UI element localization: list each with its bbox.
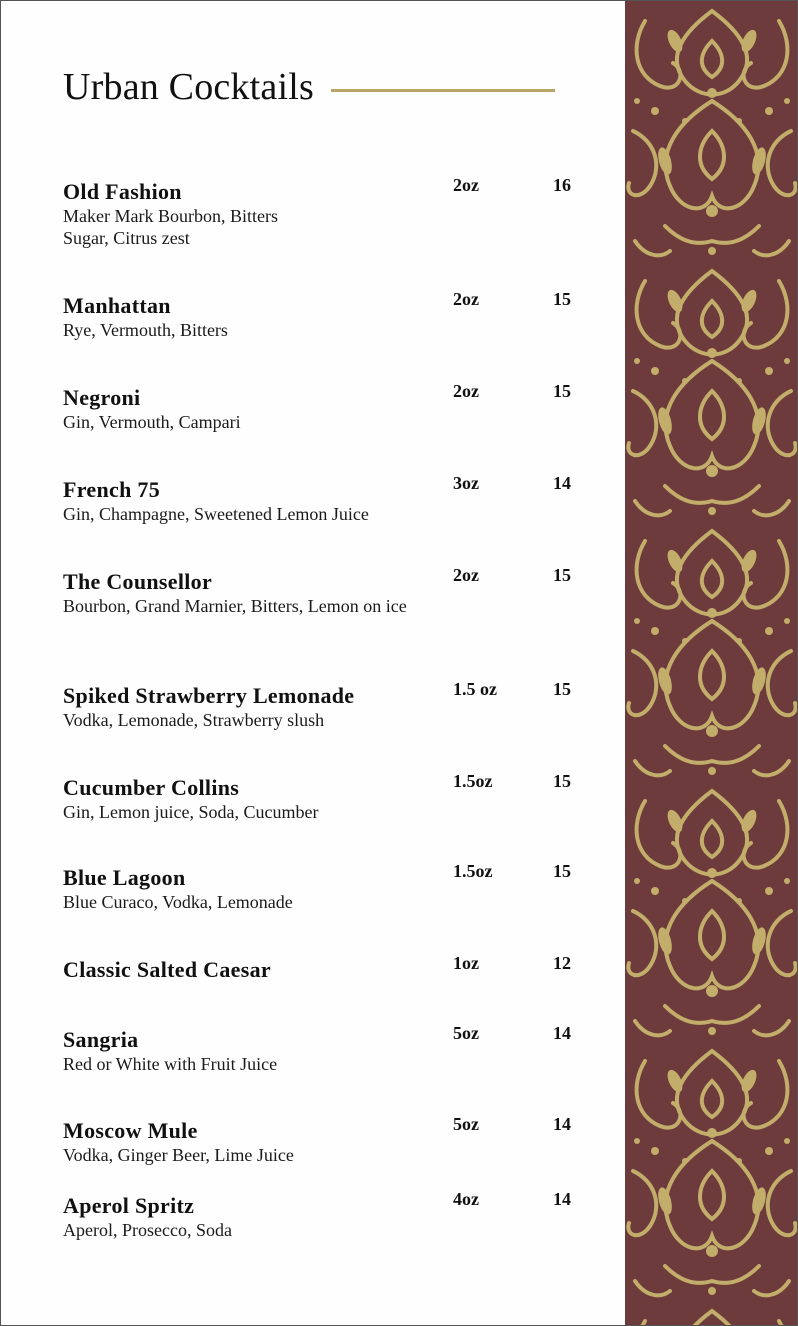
- item-name: Blue Lagoon: [63, 865, 186, 890]
- item-price: 16: [553, 175, 571, 195]
- item-size: 1.5oz: [453, 861, 493, 881]
- item-name: Manhattan: [63, 293, 171, 318]
- item-price: 12: [553, 953, 571, 973]
- item-name: Aperol Spritz: [63, 1193, 195, 1218]
- menu-item: [63, 953, 593, 983]
- menu-item: [63, 861, 593, 913]
- item-size: 2oz: [453, 289, 479, 309]
- item-size: 1.5 oz: [453, 679, 497, 699]
- item-size: 4oz: [453, 1189, 479, 1209]
- menu-title: Urban Cocktails: [63, 66, 315, 108]
- item-description: Rye, Vermouth, Bitters: [63, 320, 228, 340]
- menu-item: [63, 381, 593, 433]
- menu-content: [1, 1, 625, 1326]
- item-size: 1oz: [453, 953, 479, 973]
- item-price: 15: [553, 289, 571, 309]
- item-name: Classic Salted Caesar: [63, 957, 271, 982]
- menu-item: [63, 473, 593, 525]
- item-price: 15: [553, 771, 571, 791]
- item-name: Spiked Strawberry Lemonade: [63, 683, 355, 708]
- title-row: [63, 63, 563, 113]
- item-description: Gin, Champagne, Sweetened Lemon Juice: [63, 504, 369, 524]
- item-name: Negroni: [63, 385, 141, 410]
- item-description: Blue Curaco, Vodka, Lemonade: [63, 892, 293, 912]
- item-price: 14: [553, 1023, 571, 1043]
- title-rule: [331, 89, 555, 92]
- item-description: Bourbon, Grand Marnier, Bitters, Lemon on ice: [63, 596, 407, 616]
- item-name: Sangria: [63, 1027, 139, 1052]
- item-size: 1.5oz: [453, 771, 493, 791]
- item-name: French 75: [63, 477, 161, 502]
- item-size: 2oz: [453, 381, 479, 401]
- damask-pattern-icon: [625, 1, 798, 1326]
- item-name: Cucumber Collins: [63, 775, 240, 800]
- item-price: 15: [553, 381, 571, 401]
- item-description: Aperol, Prosecco, Soda: [63, 1220, 232, 1240]
- item-description: Vodka, Lemonade, Strawberry slush: [63, 710, 325, 730]
- item-size: 3oz: [453, 473, 479, 493]
- menu-item: [63, 679, 593, 731]
- item-price: 15: [553, 861, 571, 881]
- item-description: Vodka, Ginger Beer, Lime Juice: [63, 1145, 294, 1165]
- menu-item: [63, 565, 593, 617]
- item-size: 5oz: [453, 1114, 479, 1134]
- menu-item: [63, 1114, 593, 1166]
- item-name: The Counsellor: [63, 569, 213, 594]
- item-description: Red or White with Fruit Juice: [63, 1054, 278, 1074]
- item-price: 14: [553, 1189, 571, 1209]
- item-price: 14: [553, 473, 571, 493]
- item-price: 14: [553, 1114, 571, 1134]
- item-description: Gin, Lemon juice, Soda, Cucumber: [63, 802, 319, 822]
- item-name: Old Fashion: [63, 179, 182, 204]
- item-description: Maker Mark Bourbon, Bitters Sugar, Citrus zest: [63, 206, 278, 248]
- item-description: Gin, Vermouth, Campari: [63, 412, 241, 432]
- item-size: 2oz: [453, 565, 479, 585]
- item-size: 5oz: [453, 1023, 479, 1043]
- item-price: 15: [553, 679, 571, 699]
- item-price: 15: [553, 565, 571, 585]
- menu-item: [63, 1189, 593, 1241]
- menu-item: [63, 1023, 593, 1075]
- menu-item: [63, 289, 593, 341]
- menu-item: [63, 771, 593, 823]
- menu-item: [63, 175, 593, 249]
- item-size: 2oz: [453, 175, 479, 195]
- item-name: Moscow Mule: [63, 1118, 198, 1143]
